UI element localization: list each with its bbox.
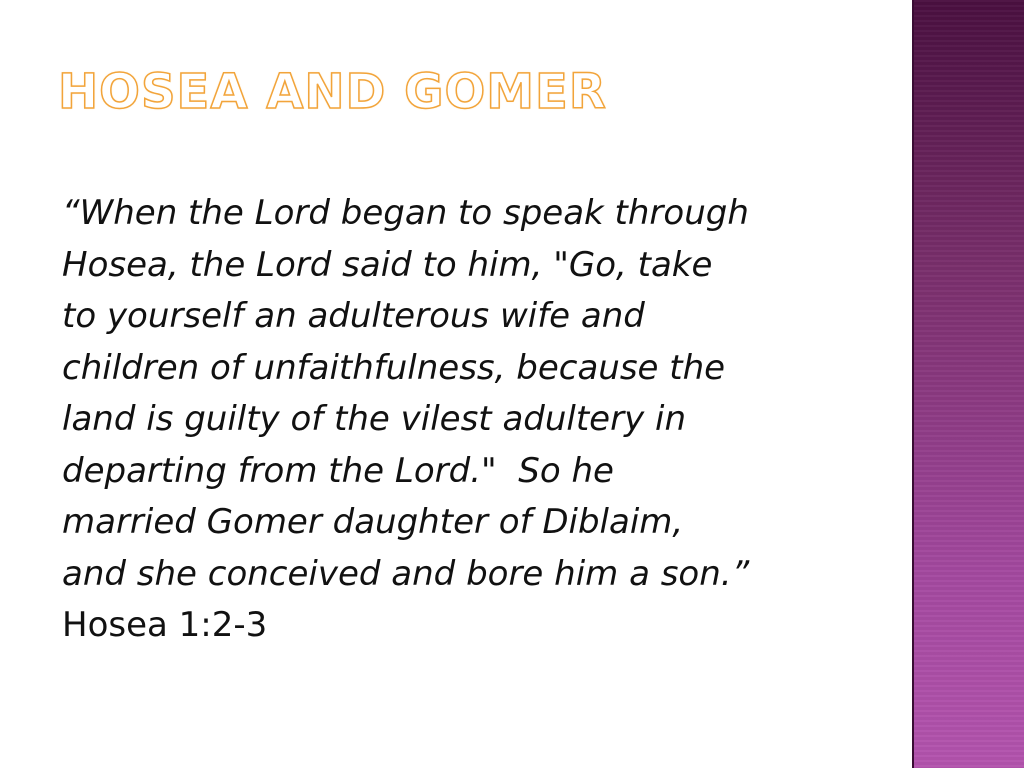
quote-line: married Gomer daughter of Diblaim,	[62, 502, 684, 542]
quote-line: departing from the Lord." So he	[62, 450, 614, 491]
decorative-side-bar	[912, 0, 1024, 768]
slide-body	[62, 188, 862, 652]
scripture-citation: Hosea 1:2-3	[62, 605, 268, 645]
quote-line: Hosea, the Lord said to him, "Go, take	[62, 244, 713, 285]
quote-line: and she conceived and bore him a son.”	[62, 553, 750, 594]
quote-line: to yourself an adulterous wife and	[62, 296, 645, 336]
quote-line: children of unfaithfulness, because the	[62, 347, 726, 388]
slide-title: HOSEA AND GOMER	[58, 64, 607, 120]
scripture-quote	[62, 188, 862, 600]
quote-line: land is guilty of the vilest adultery in	[62, 399, 687, 439]
quote-line: “When the Lord began to speak through	[62, 193, 749, 233]
